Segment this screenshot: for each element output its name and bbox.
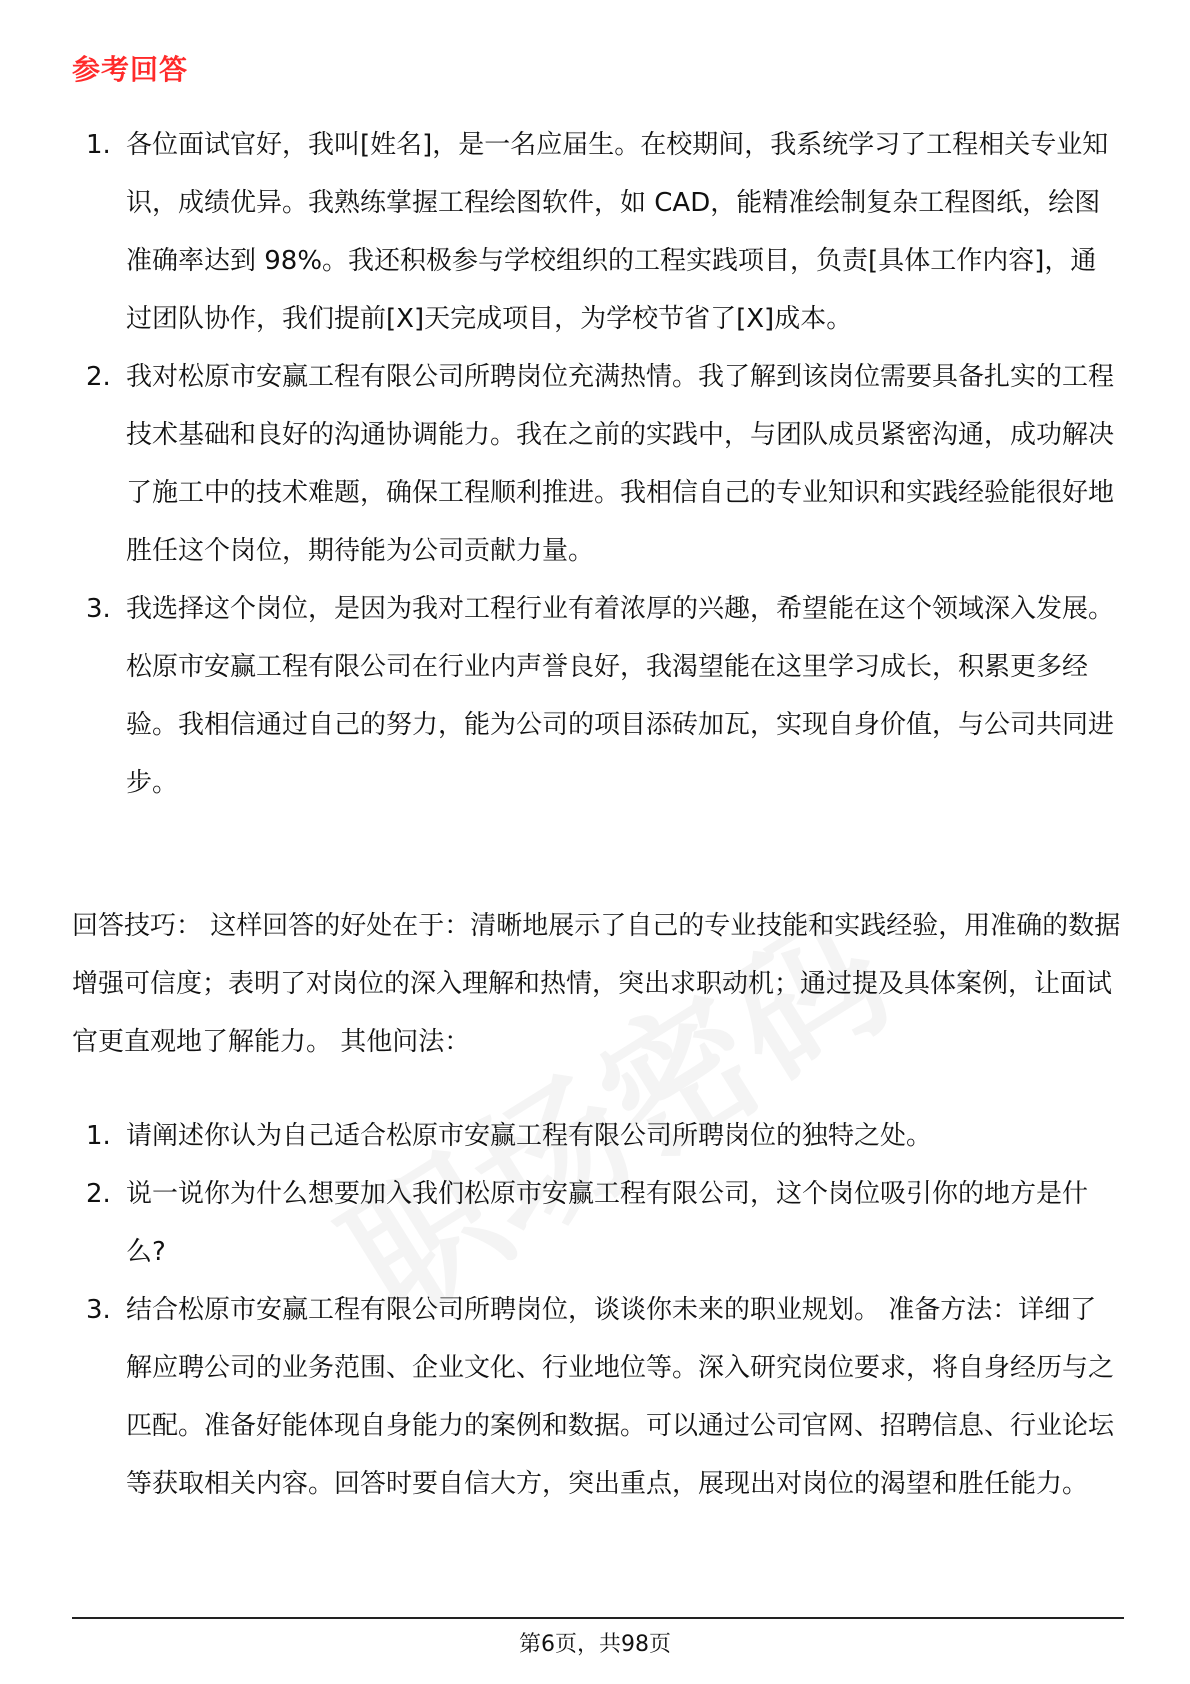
- reference-answer-list: [72, 116, 1122, 812]
- list-item-text: 我对松原市安赢工程有限公司所聘岗位充满热情。我了解到该岗位需要具备扎实的工程技术基础和良好的沟通协调能力。我在之前的实践中，与团队成员紧密沟通，成功解决了施工中的技术难题，确保工程顺利推进。我相信自己的专业知识和实践经验能很好地胜任这个岗位，期待能为公司贡献力量。: [126, 362, 1115, 566]
- list-item-text: 结合松原市安赢工程有限公司所聘岗位，谈谈你未来的职业规划。 准备方法：详细了解应聘公司的业务范围、企业文化、行业地位等。深入研究岗位要求，将自身经历与之匹配。准备好能体现自身能力的案例和数据。可以通过公司官网、招聘信息、行业论坛等获取相关内容。回答时要自信大方，突出重点，展现出对岗位的渴望和胜任能力。: [126, 1295, 1115, 1499]
- section-title: 参考回答: [72, 53, 189, 86]
- list-item-text: 各位面试官好，我叫[姓名]，是一名应届生。在校期间，我系统学习了工程相关专业知识，成绩优异。我熟练掌握工程绘图软件，如 CAD，能精准绘制复杂工程图纸，绘图准确率达到 98%。我还积极参与学校组织的工程实践项目，负责[具体工作内容]，通过团队协作，我们提前[X]天完成项目，为学校节省了[X]成本。: [126, 130, 1109, 334]
- list-item: [72, 1165, 1122, 1281]
- page-number: 第6页，共98页: [519, 1632, 671, 1657]
- list-item-number: 3.: [86, 1295, 111, 1325]
- footer-divider: [72, 1617, 1124, 1619]
- list-item: [72, 580, 1122, 812]
- list-item: [72, 348, 1122, 580]
- list-item-text: 我选择这个岗位，是因为我对工程行业有着浓厚的兴趣，希望能在这个领域深入发展。松原市安赢工程有限公司在行业内声誉良好，我渴望能在这里学习成长，积累更多经验。我相信通过自己的努力，能为公司的项目添砖加瓦，实现自身价值，与公司共同进步。: [126, 594, 1115, 798]
- list-item-text: 请阐述你认为自己适合松原市安赢工程有限公司所聘岗位的独特之处。: [126, 1121, 933, 1151]
- list-item-number: 2.: [86, 362, 111, 392]
- list-item-text: 说一说你为什么想要加入我们松原市安赢工程有限公司，这个岗位吸引你的地方是什么?: [126, 1179, 1089, 1267]
- answer-tips-paragraph: 回答技巧： 这样回答的好处在于：清晰地展示了自己的专业技能和实践经验，用准确的数据增强可信度；表明了对岗位的深入理解和热情，突出求职动机；通过提及具体案例，让面试官更直观地了解能力。 其他问法：: [72, 911, 1121, 1057]
- list-item: [72, 1107, 1122, 1165]
- list-item-number: 3.: [86, 594, 111, 624]
- list-item-number: 2.: [86, 1179, 111, 1209]
- list-item-number: 1.: [86, 1121, 111, 1151]
- list-item: [72, 1281, 1122, 1513]
- alternative-questions-list: [72, 1107, 1122, 1513]
- list-item-number: 1.: [86, 130, 111, 160]
- list-item: [72, 116, 1122, 348]
